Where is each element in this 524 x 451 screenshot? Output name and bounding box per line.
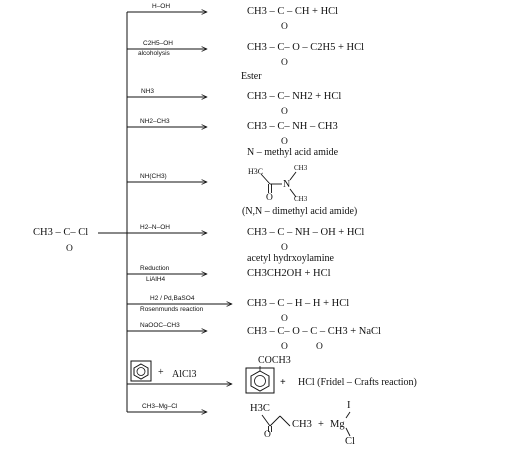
product-formula: CH3 – C– O – C – CH3 + NaCl bbox=[247, 326, 381, 337]
product-formula: CH3 – C– NH2 + HCl bbox=[247, 91, 342, 102]
product-plus: + bbox=[280, 377, 286, 388]
reagent-sublabel: LiAlH4 bbox=[146, 276, 166, 283]
product-formula: CH3 – C – CH + HCl bbox=[247, 6, 339, 17]
reagent-label: H–OH bbox=[152, 3, 171, 10]
product-oxygen: O bbox=[281, 314, 288, 324]
reagent-label: H2 / Pd,BaSO4 bbox=[150, 295, 195, 302]
product-note: N – methyl acid amide bbox=[247, 147, 339, 158]
product-note: Ester bbox=[241, 71, 262, 82]
benzene-icon bbox=[131, 361, 151, 381]
product-formula: CH3 – C – NH – OH + HCl bbox=[247, 227, 365, 238]
product-oxygen: O bbox=[281, 107, 288, 117]
reagent-label: NH2–CH3 bbox=[140, 118, 170, 125]
grignard-mg: Mg bbox=[330, 419, 345, 430]
reagent-label: Reduction bbox=[140, 265, 170, 272]
reagent-label: C2H5–OH bbox=[143, 40, 173, 47]
reagent-plus: + bbox=[158, 367, 164, 378]
product-note: (N,N – dimethyl acid amide) bbox=[242, 206, 358, 217]
product-formula: HCl (Fridel – Crafts reaction) bbox=[298, 377, 417, 388]
product-formula: CH3CH2OH + HCl bbox=[247, 268, 331, 279]
amide-oxygen: O bbox=[266, 193, 273, 203]
amide-nitrogen: N bbox=[283, 179, 291, 190]
reagent-sublabel: alcoholysis bbox=[138, 50, 170, 57]
grignard-iodine: I bbox=[347, 400, 351, 411]
reagent-label: CH3–Mg–Cl bbox=[142, 403, 178, 410]
product-oxygen-2: O bbox=[316, 342, 323, 352]
reagent-label: H2–N–OH bbox=[140, 224, 170, 231]
amide-ch3-top: CH3 bbox=[294, 164, 308, 172]
reagent-label: NH3 bbox=[141, 88, 155, 95]
reagent-alcl3: AlCl3 bbox=[172, 369, 197, 380]
grignard-chlorine: Cl bbox=[345, 436, 355, 447]
grignard-h3c: H3C bbox=[250, 403, 270, 414]
product-substituent: COCH3 bbox=[258, 355, 291, 366]
product-oxygen: O bbox=[281, 243, 288, 253]
grignard-oxygen: O bbox=[264, 430, 271, 440]
reagent-sublabel: Rosenmunds reaction bbox=[140, 306, 204, 313]
reagent-label: NaOOC–CH3 bbox=[140, 322, 180, 329]
product-oxygen: O bbox=[281, 22, 288, 32]
product-oxygen: O bbox=[281, 342, 288, 352]
product-note: acetyl hydrxoylamine bbox=[247, 253, 334, 264]
grignard-ch3: CH3 bbox=[292, 419, 312, 430]
acetophenone-ring-icon bbox=[246, 366, 274, 393]
product-oxygen: O bbox=[281, 58, 288, 68]
product-formula: CH3 – C– NH – CH3 bbox=[247, 121, 338, 132]
amide-h3c: H3C bbox=[248, 167, 264, 176]
reactant-oxygen: O bbox=[66, 244, 73, 254]
reactant-formula: CH3 – C– Cl bbox=[33, 227, 89, 238]
reagent-label: NH(CH3) bbox=[140, 173, 167, 180]
product-formula: CH3 – C – H – H + HCl bbox=[247, 298, 350, 309]
grignard-plus: + bbox=[318, 419, 324, 430]
product-oxygen: O bbox=[281, 137, 288, 147]
amide-ch3-bottom: CH3 bbox=[294, 195, 308, 203]
product-formula: CH3 – C– O – C2H5 + HCl bbox=[247, 42, 365, 53]
